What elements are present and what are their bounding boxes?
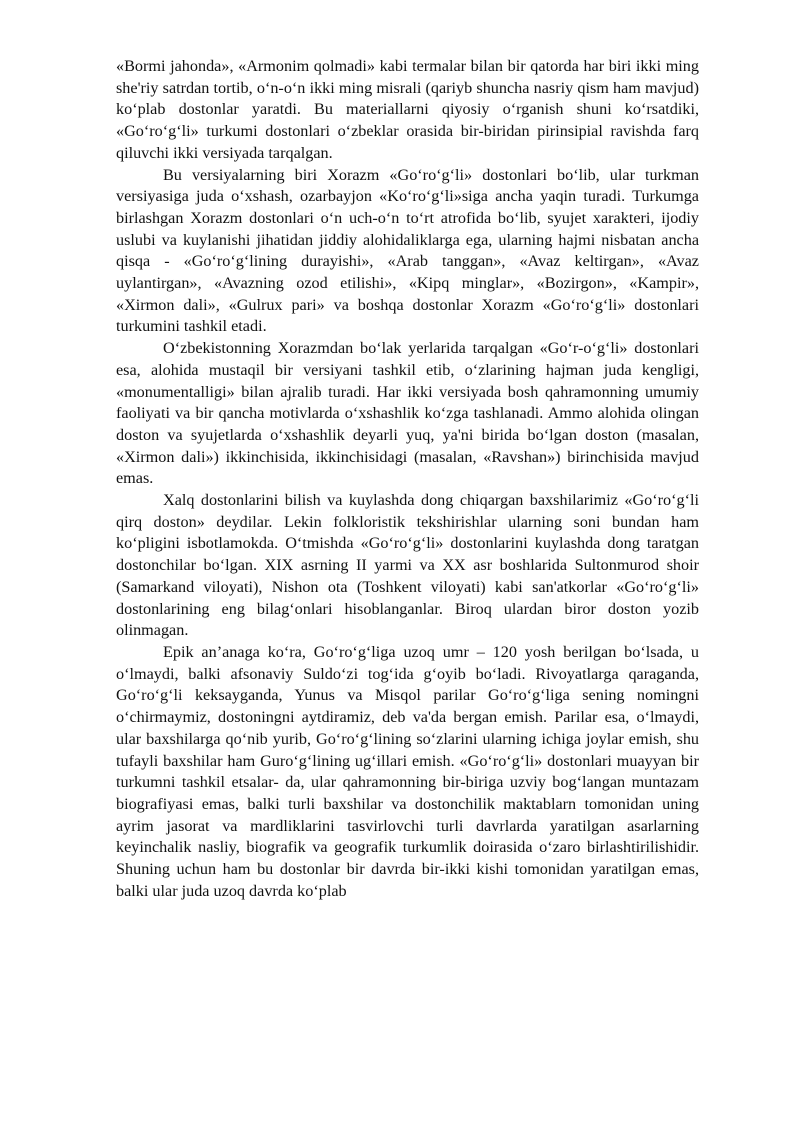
paragraph-2: Bu versiyalarning biri Xorazm «Go‘ro‘g‘li» dostonlari bo‘lib, ular turkman versiyasiga juda o‘xshash, ozarbayjon «Ko‘ro‘g‘li»siga ancha yaqin turadi. Turkumga birlashgan Xorazm dostonlari o‘n uch-o‘n to‘rt atrofida bo‘lib, syujet xarakteri, ijodiy uslubi va kuylanishi jihatidan jiddiy alohidaliklarga ega, ularning hajmi nisbatan ancha qisqa - «Go‘ro‘g‘lining durayishi», «Arab tanggan», «Avaz keltirgan», «Avaz uylantirgan», «Avazning ozod etilishi», «Kipq minglar», «Bozirgon», «Kampir», «Xirmon dali», «Gulrux pari» va boshqa dostonlar Xorazm «Go‘ro‘g‘li» dostonlari turkumini tashkil etadi. xyxy=(116,165,699,336)
paragraph-4: Xalq dostonlarini bilish va kuylashda dong chiqargan baxshilarimiz «Go‘ro‘g‘li qirq doston» deydilar. Lekin folkloristik tekshirishlar ularning soni bundan ham ko‘pligini isbotlamokda. O‘tmishda «Go‘ro‘g‘li» dostonlarini kuylashda dong taratgan dostonchilar bo‘lgan. XIX asrning II yarmi va XX asr boshlarida Sultonmurod shoir (Samarkand viloyati), Nishon ota (Toshkent viloyati) kabi san'atkorlar «Go‘ro‘g‘li» dostonlarining eng bilag‘onlari hisoblanganlar. Biroq ulardan biror doston yozib olinmagan. xyxy=(116,491,699,640)
paragraph-5: Epik an’anaga ko‘ra, Go‘ro‘g‘liga uzoq umr – 120 yosh berilgan bo‘lsada, u o‘lmaydi, balki afsonaviy Suldo‘zi tog‘ida g‘oyib bo‘ladi. Rivoyatlarga qaraganda, Go‘ro‘g‘li keksayganda, Yunus va Misqol parilar Go‘ro‘g‘liga sening nomingni o‘chirmaymiz, dostoningni aytdiramiz, deb va'da bergan emish. Parilar esa, o‘lmaydi, ular baxshilarga qo‘nib yurib, Go‘ro‘g‘lining so‘zlarini ularning ichiga joylar emish, shu tufayli baxshilar ham Guro‘g‘lining ug‘illari emish. «Go‘ro‘g‘li» dostonlari muayyan bir turkumni tashkil etsalar- da, ular qahramonning bir-biriga uzviy bog‘langan muntazam biografiyasi emas, balki turli baxshilar va dostonchilik maktablarn tomonidan uning ayrim jasorat va mardliklarini tasvirlovchi turli davrlarda yaratilgan asarlarning keyinchalik nasliy, biografik va geografik turkumlik doirasida o‘zaro birlashtirilishidir. Shuning uchun ham bu dostonlar bir davrda bir-ikki kishi tomonidan yaratilgan emas, balki ular juda uzoq davrda ko‘plab xyxy=(116,642,699,900)
paragraph-3: O‘zbekistonning Xorazmdan bo‘lak yerlarida tarqalgan «Go‘r-o‘g‘li» dostonlari esa, alohida mustaqil bir versiyani tashkil etib, o‘zlarining hajman juda kengligi, «monumentalligi» bilan ajralib turadi. Har ikki versiyada bosh qahramonning umumiy faoliyati va bir qancha motivlarda o‘xshashlik ko‘zga tashlanadi. Ammo alohida olingan doston va syujetlarda o‘xshashlik deyarli yuq, ya'ni birida bo‘lgan doston (masalan, «Xirmon dali») ikkinchisida, ikkinchisidagi (masalan, «Ravshan») birinchisida mavjud emas. xyxy=(116,339,699,488)
paragraph-1: «Bormi jahonda», «Armonim qolmadi» kabi termalar bilan bir qatorda har biri ikki ming she'riy satrdan tortib, o‘n-o‘n ikki ming misrali (qariyb shuncha nasriy qism ham mavjud) ko‘plab dostonlar yaratdi. Bu materiallarni qiyosiy o‘rganish shuni ko‘rsatdiki, «Go‘ro‘g‘li» turkumi dostonlari o‘zbeklar orasida bir-biridan pirinsipial ravishda farq qiluvchi ikki versiyada tarqalgan. xyxy=(116,57,699,162)
document-page xyxy=(116,56,699,902)
